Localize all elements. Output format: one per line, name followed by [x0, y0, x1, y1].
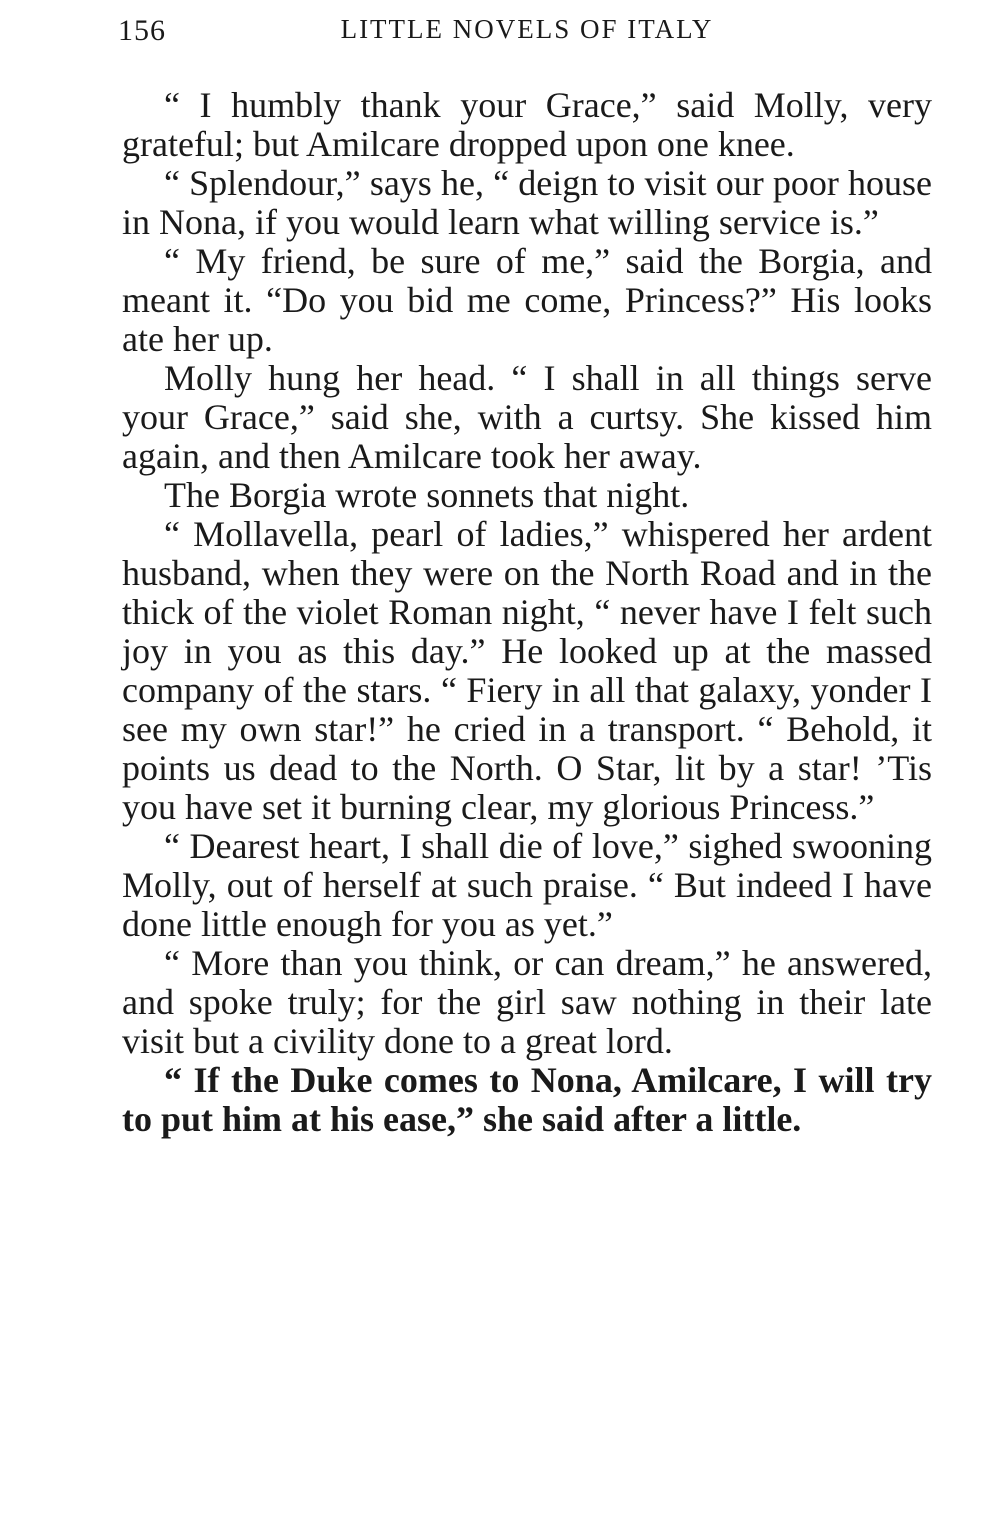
paragraph: “ Splendour,” says he, “ deign to visit our poor house in Nona, if you would learn what willing service is.” [122, 163, 932, 242]
paragraph: “ Dearest heart, I shall die of love,” sighed swooning Molly, out of herself at such praise. “ But indeed I have done little enough for you as yet.” [122, 826, 932, 944]
paragraph: “ I humbly thank your Grace,” said Molly, very grateful; but Amilcare dropped upon one knee. [122, 85, 932, 164]
paragraph: Molly hung her head. “ I shall in all things serve your Grace,” said she, with a curtsy. She kissed him again, and then Amilcare took her away. [122, 358, 932, 476]
paragraph: “ If the Duke comes to Nona, Amilcare, I will try to put him at his ease,” she said after a little. [122, 1060, 932, 1139]
paragraph: “ My friend, be sure of me,” said the Borgia, and meant it. “Do you bid me come, Princess?” His looks ate her up. [122, 241, 932, 359]
paragraph: “ Mollavella, pearl of ladies,” whispered her ardent husband, when they were on the North Road and in the thick of the violet Roman night, “ never have I felt such joy in you as this day.” He looked up at the massed company of the stars. “ Fiery in all that galaxy, yonder I see my own star!” he cried in a transport. “ Behold, it points us dead to the North. O Star, lit by a star! ’Tis you have set it burning clear, my glorious Princess.” [122, 514, 932, 827]
running-header [118, 14, 930, 58]
running-title: LITTLE NOVELS OF ITALY [340, 14, 714, 44]
body-text [122, 86, 932, 1139]
paragraph: The Borgia wrote sonnets that night. [164, 475, 690, 515]
page-number: 156 [118, 14, 166, 47]
paragraph: “ More than you think, or can dream,” he answered, and spoke truly; for the girl saw nothing in their late visit but a civility done to a great lord. [122, 943, 932, 1061]
